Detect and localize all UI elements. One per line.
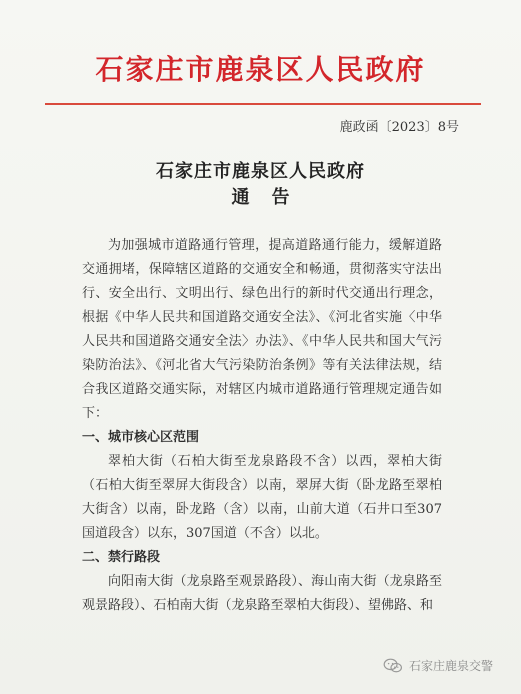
document-title: 石家庄市鹿泉区人民政府 xyxy=(156,161,365,182)
intro-paragraph: 为加强城市道路通行管理，提高道路通行能力，缓解道路交通拥堵，保障辖区道路的交通安全和畅通，贯彻落实守法出行、安全出行、文明出行、绿色出行的新时代交通出行理念，根据《中华人民共和国道路交通安全法》、《河北省实施〈中华人民共和国道路交通安全法〉办法》、《中华人民共和国大气污染防治法》、《河北省大气污染防治条例》等有关法律法规，结合我区道路交通实际，对辖区内城市道路通行管理规定通告如下： xyxy=(82,238,442,421)
watermark-text: 石家庄鹿泉交警 xyxy=(408,659,493,673)
document-body xyxy=(82,234,442,618)
restricted-roads-paragraph: 向阳南大街（龙泉路至观景路段）、海山南大街（龙泉路至观景路段）、石柏南大街（龙泉路至翠柏大街段）、望佛路、和 xyxy=(82,574,442,613)
document-number: 鹿政函〔2023〕8号 xyxy=(339,120,459,135)
wechat-icon xyxy=(383,658,403,674)
core-area-paragraph: 翠柏大街（石柏大街至龙泉路段不含）以西，翠柏大街（石柏大街至翠屏大街段含）以南，翠屏大街（卧龙路至翠柏大街含）以南，卧龙路（含）以南，山前大道（石井口至307国道段含）以东，307国道（不含）以北。 xyxy=(82,454,442,541)
document-masthead: 石家庄市鹿泉区人民政府 xyxy=(95,53,426,86)
account-watermark xyxy=(383,657,493,674)
document-subtitle: 通告 xyxy=(231,187,312,208)
section-heading-restricted-roads: 二、禁行路段 xyxy=(82,550,161,565)
masthead-divider xyxy=(45,103,481,105)
section-heading-core-area: 一、城市核心区范围 xyxy=(82,430,200,445)
